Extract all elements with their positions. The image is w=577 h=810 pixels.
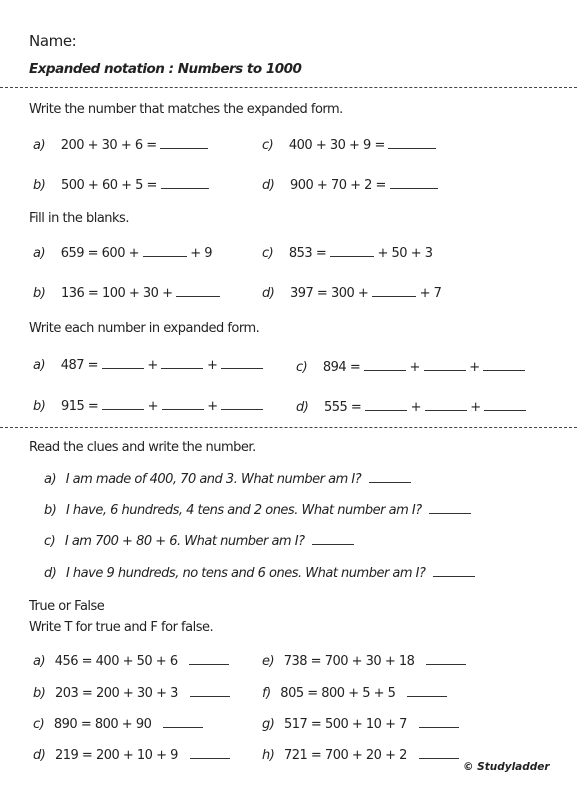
answer-blank[interactable] — [484, 398, 526, 411]
q5-item-e — [262, 652, 466, 669]
section-divider — [0, 427, 577, 428]
clue-text: I am made of 400, 70 and 3. What number am I? — [65, 472, 362, 487]
item-expression: 900 + 70 + 2 = — [289, 178, 386, 193]
studyladder-credit: © Studyladder — [463, 761, 550, 773]
item-expression: 555 = — [323, 400, 362, 415]
q2-item-d — [262, 284, 441, 301]
item-label: d) — [262, 286, 275, 301]
answer-blank[interactable] — [190, 684, 230, 697]
answer-blank[interactable] — [102, 356, 144, 369]
answer-blank[interactable] — [162, 397, 204, 410]
plus-sign: + — [147, 399, 158, 414]
answer-blank[interactable] — [160, 136, 208, 149]
item-label: e) — [262, 654, 275, 669]
item-expression: 487 = — [60, 358, 99, 373]
equation-text: 721 = 700 + 20 + 2 — [283, 748, 407, 763]
equation-text: 456 = 400 + 50 + 6 — [54, 654, 178, 669]
clue-text: I have, 6 hundreds, 4 tens and 2 ones. What number am I? — [65, 503, 422, 518]
plus-sign: + — [469, 360, 480, 375]
item-label: a) — [44, 472, 57, 487]
section4-instruction: Read the clues and write the number. — [29, 440, 256, 455]
answer-blank[interactable] — [388, 136, 436, 149]
item-expression: 894 = — [322, 360, 361, 375]
q2-item-c — [262, 244, 433, 261]
item-label: c) — [262, 246, 274, 261]
q1-item-b — [33, 176, 209, 193]
q3-item-a — [33, 356, 263, 373]
answer-blank[interactable] — [390, 176, 438, 189]
item-label: a) — [33, 138, 46, 153]
answer-blank[interactable] — [407, 684, 447, 697]
q5-item-d — [33, 746, 230, 763]
answer-blank[interactable] — [330, 244, 374, 257]
plus-sign: + — [470, 400, 481, 415]
q4-item-b — [44, 501, 471, 518]
clue-text: I am 700 + 80 + 6. What number am I? — [64, 534, 305, 549]
plus-sign: + — [409, 360, 420, 375]
section2-instruction: Fill in the blanks. — [29, 211, 129, 226]
answer-blank[interactable] — [161, 356, 203, 369]
answer-blank[interactable] — [102, 397, 144, 410]
item-expression: 397 = 300 + — [289, 286, 369, 301]
answer-blank[interactable] — [176, 284, 220, 297]
answer-blank[interactable] — [189, 652, 229, 665]
answer-blank[interactable] — [433, 564, 475, 577]
item-label: a) — [33, 246, 46, 261]
answer-blank[interactable] — [143, 244, 187, 257]
item-label: d) — [44, 566, 57, 581]
item-expression: 659 = 600 + — [60, 246, 139, 261]
q5-item-b — [33, 684, 230, 701]
answer-blank[interactable] — [425, 398, 467, 411]
plus-sign: + — [410, 400, 421, 415]
answer-blank[interactable] — [364, 358, 406, 371]
equation-text: 890 = 800 + 90 — [53, 717, 152, 732]
item-expression: 200 + 30 + 6 = — [60, 138, 157, 153]
item-label: b) — [33, 686, 46, 701]
answer-blank[interactable] — [369, 470, 411, 483]
section5-title: True or False — [29, 599, 105, 614]
item-expression: 500 + 60 + 5 = — [60, 178, 157, 193]
plus-sign: + — [147, 358, 158, 373]
q4-item-c — [44, 532, 354, 549]
item-label: f) — [262, 686, 271, 701]
answer-blank[interactable] — [372, 284, 416, 297]
answer-blank[interactable] — [190, 746, 230, 759]
q5-item-c — [33, 715, 203, 732]
equation-text: 517 = 500 + 10 + 7 — [283, 717, 407, 732]
q1-item-d — [262, 176, 438, 193]
item-label: d) — [262, 178, 275, 193]
q4-item-d — [44, 564, 475, 581]
answer-blank[interactable] — [426, 652, 466, 665]
item-label: b) — [33, 286, 46, 301]
q3-item-c — [296, 358, 525, 375]
item-label: a) — [33, 358, 46, 373]
item-label: g) — [262, 717, 275, 732]
section3-instruction: Write each number in expanded form. — [29, 321, 260, 336]
name-label: Name: — [29, 32, 77, 50]
item-label: c) — [296, 360, 308, 375]
answer-blank[interactable] — [221, 356, 263, 369]
worksheet-title: Expanded notation : Numbers to 1000 — [29, 61, 302, 77]
equation-text: 805 = 800 + 5 + 5 — [280, 686, 396, 701]
plus-sign: + — [207, 399, 218, 414]
q5-item-h — [262, 746, 459, 763]
item-expression-end: + 9 — [190, 246, 213, 261]
q2-item-a — [33, 244, 212, 261]
item-label: b) — [33, 178, 46, 193]
q1-item-c — [262, 136, 436, 153]
item-label: b) — [33, 399, 46, 414]
item-label: b) — [44, 503, 57, 518]
item-label: h) — [262, 748, 275, 763]
q2-item-b — [33, 284, 220, 301]
equation-text: 203 = 200 + 30 + 3 — [54, 686, 178, 701]
q3-item-b — [33, 397, 263, 414]
item-expression: 136 = 100 + 30 + — [60, 286, 173, 301]
section5-instruction: Write T for true and F for false. — [29, 620, 214, 635]
answer-blank[interactable] — [483, 358, 525, 371]
answer-blank[interactable] — [161, 176, 209, 189]
answer-blank[interactable] — [221, 397, 263, 410]
answer-blank[interactable] — [163, 715, 203, 728]
answer-blank[interactable] — [419, 715, 459, 728]
answer-blank[interactable] — [429, 501, 471, 514]
item-expression: 853 = — [288, 246, 327, 261]
answer-blank[interactable] — [365, 398, 407, 411]
item-label: c) — [262, 138, 274, 153]
q5-item-f — [262, 684, 447, 701]
section1-instruction: Write the number that matches the expanded form. — [29, 102, 343, 117]
item-expression: 400 + 30 + 9 = — [288, 138, 385, 153]
answer-blank[interactable] — [424, 358, 466, 371]
answer-blank[interactable] — [312, 532, 354, 545]
equation-text: 738 = 700 + 30 + 18 — [283, 654, 415, 669]
plus-sign: + — [207, 358, 218, 373]
item-label: a) — [33, 654, 46, 669]
equation-text: 219 = 200 + 10 + 9 — [54, 748, 178, 763]
section-divider — [0, 87, 577, 88]
item-label: d) — [33, 748, 46, 763]
item-label: d) — [296, 400, 309, 415]
answer-blank[interactable] — [419, 746, 459, 759]
q1-item-a — [33, 136, 208, 153]
q5-item-a — [33, 652, 229, 669]
item-expression-end: + 50 + 3 — [377, 246, 433, 261]
q5-item-g — [262, 715, 459, 732]
item-label: c) — [44, 534, 56, 549]
item-expression-end: + 7 — [419, 286, 442, 301]
q4-item-a — [44, 470, 411, 487]
item-label: c) — [33, 717, 45, 732]
clue-text: I have 9 hundreds, no tens and 6 ones. What number am I? — [65, 566, 426, 581]
item-expression: 915 = — [60, 399, 99, 414]
q3-item-d — [296, 398, 526, 415]
